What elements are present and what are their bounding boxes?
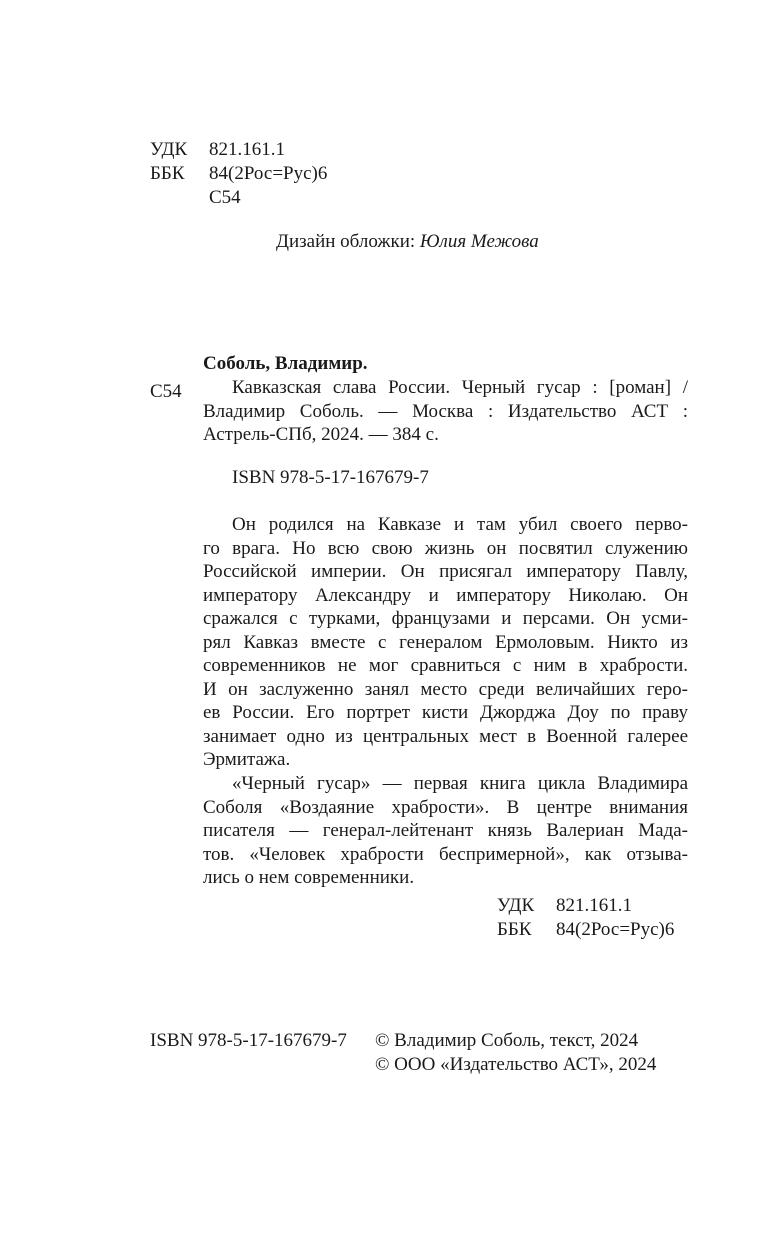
annotation-line: Соболя «Воздаяние храбрости». В центре внимания: [203, 796, 688, 818]
annotation-line: писателя — генерал-лейтенант князь Валериан Мада-: [203, 820, 688, 841]
annotation-line: рял Кавказ вместе с генералом Ермоловым. Никто из: [203, 631, 688, 653]
top-udk-label: УДК: [150, 139, 188, 160]
annotation-line: го врага. Но всю свою жизнь он посвятил служению: [203, 537, 688, 559]
annotation-line: «Черный гусар» — первая книга цикла Владимира: [232, 773, 688, 794]
bottom-bbk-line: [497, 919, 674, 941]
bib-description: [203, 376, 688, 447]
annotation-line: ев России. Его портрет кисти Джорджа Доу по праву: [203, 702, 688, 723]
bottom-bbk-label: ББК: [497, 919, 532, 940]
cover-design-label: Дизайн обложки:: [276, 231, 416, 252]
bottom-udk-line: [497, 895, 632, 917]
bib-author-mark: С54: [150, 381, 182, 402]
top-bbk-label: ББК: [150, 163, 185, 184]
annotation-line: Эрмитажа.: [203, 749, 291, 770]
top-udk-value: 821.161.1: [209, 139, 285, 160]
annotation-line: занимает одно из центральных мест в Военной галерее: [203, 725, 688, 747]
bib-description-line: Астрель-СПб, 2024. — 384 с.: [203, 424, 439, 445]
annotation-line: И он заслуженно занял место среди величайших геро-: [203, 678, 688, 700]
annotation-line: императору Александру и императору Николаю. Он: [203, 584, 688, 606]
copyright-publisher: © ООО «Издательство АСТ», 2024: [375, 1054, 657, 1075]
annotation-line: Он родился на Кавказе и там убил своего перво-: [232, 514, 688, 535]
bib-isbn: ISBN 978-5-17-167679-7: [232, 467, 429, 488]
author-heading: Соболь, Владимир.: [203, 353, 368, 374]
annotation-line: Российской империи. Он присягал императору Павлу,: [203, 561, 688, 582]
cover-design-credit: [276, 231, 539, 253]
bib-description-line: Владимир Соболь. — Москва : Издательство АСТ :: [203, 400, 688, 422]
annotation-line: сражался с турками, французами и персами. Он усми-: [203, 608, 688, 629]
annotation-line: современников не мог сравниться с ним в храбрости.: [203, 655, 688, 676]
top-author-mark: С54: [209, 187, 241, 208]
annotation-paragraph-1: [203, 513, 688, 772]
top-bbk-line: [150, 163, 327, 185]
bottom-udk-value: 821.161.1: [556, 895, 632, 916]
annotation-line: тов. «Человек храбрости беспримерной», как отзыва-: [203, 843, 688, 865]
annotation-paragraph-2: [203, 772, 688, 890]
cover-designer-name: Юлия Межова: [419, 231, 539, 252]
bottom-bbk-value: 84(2Рос=Рус)6: [556, 919, 675, 940]
bottom-udk-label: УДК: [497, 895, 535, 916]
annotation-line: лись о нем современники.: [203, 867, 415, 888]
copyright-author: © Владимир Соболь, текст, 2024: [375, 1030, 639, 1051]
bib-description-line: Кавказская слава России. Черный гусар : [роман] /: [232, 377, 688, 398]
top-bbk-value: 84(2Рос=Рус)6: [209, 163, 328, 184]
top-udk-line: [150, 139, 285, 161]
footer-isbn: ISBN 978-5-17-167679-7: [150, 1030, 347, 1051]
